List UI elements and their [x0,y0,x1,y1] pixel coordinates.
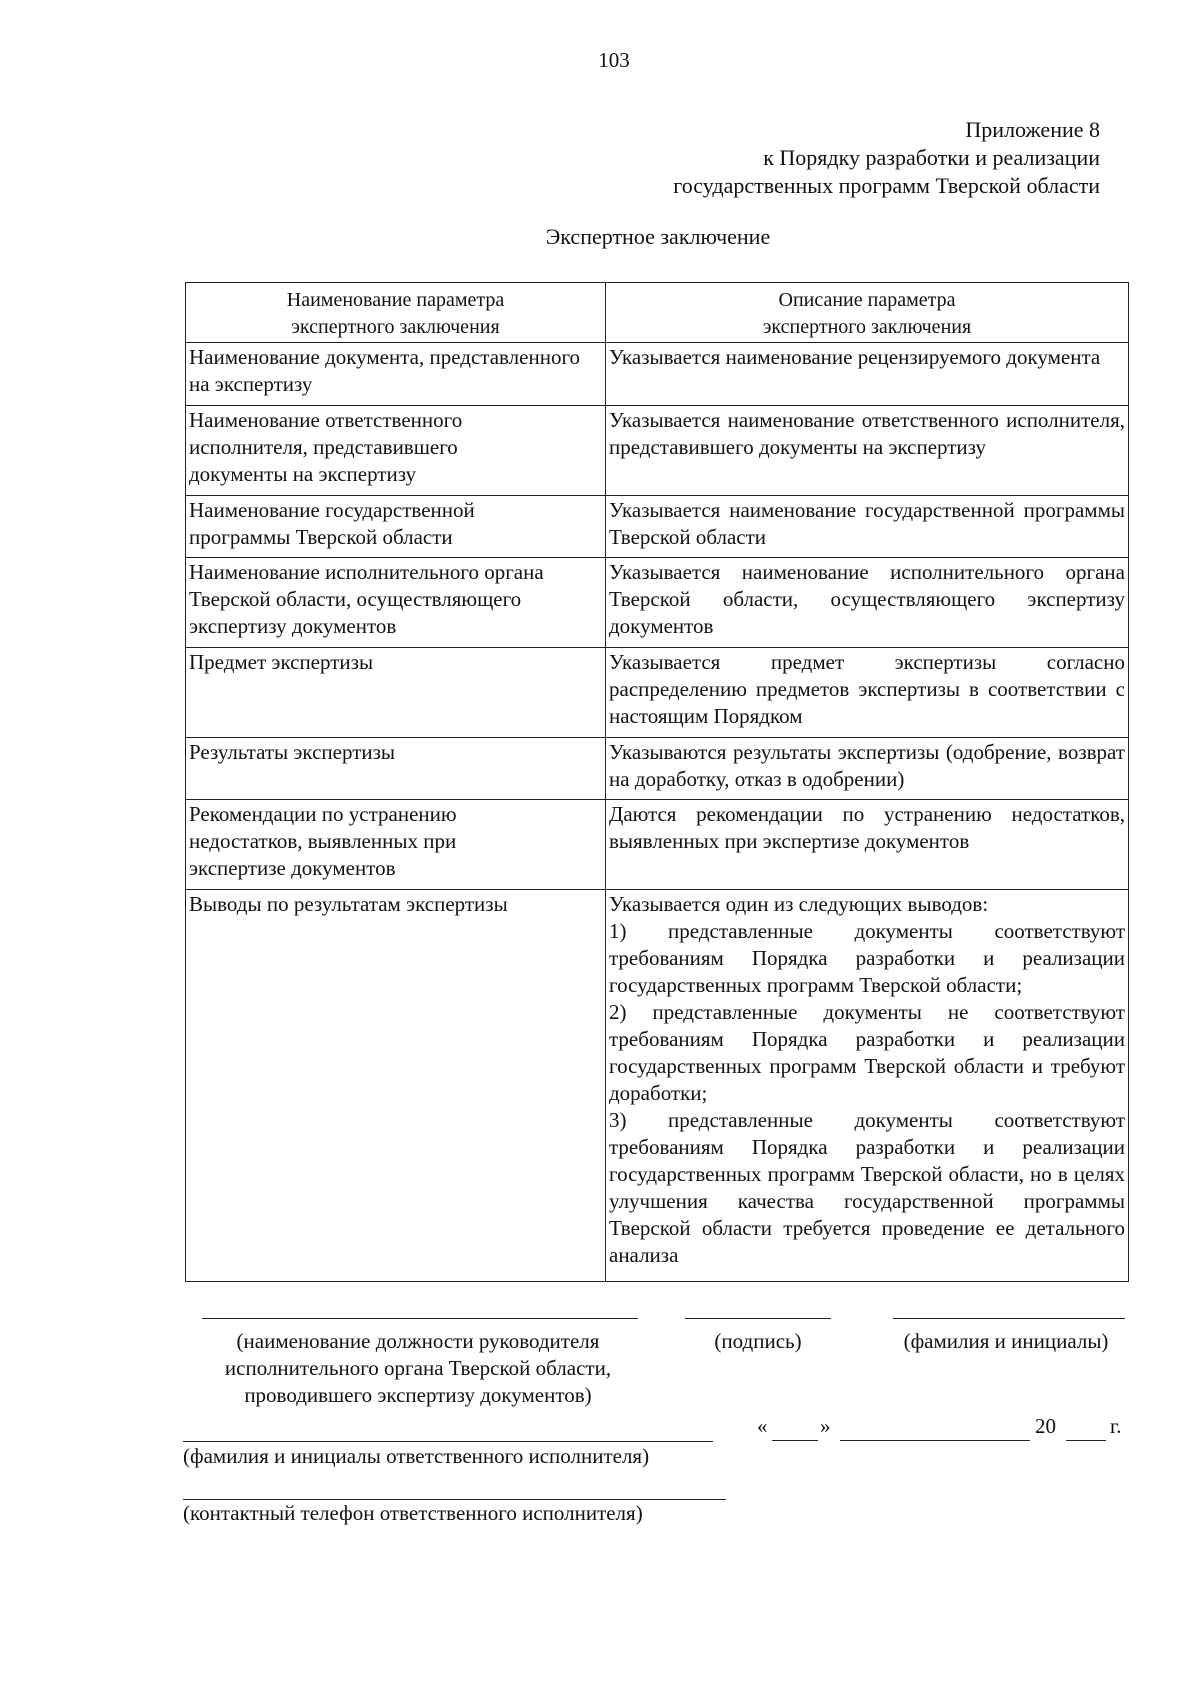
table-cell-param-text: Наименование государственной программы Тверской области [189,498,475,549]
table-row [186,890,1129,1282]
table-cell-param-text: Наименование ответственного исполнителя, представившего документы на экспертизу [189,408,463,486]
phone-caption: (контактный телефон ответственного исполнителя) [183,1501,643,1525]
date-day-line [772,1440,818,1441]
appendix-line-1: Приложение 8 [965,117,1100,142]
position-caption: (наименование должности руководителя исполнительного органа Тверской области, проводившего экспертизу документов) [224,1329,612,1407]
date-open-quote: « [757,1414,768,1438]
table-cell-param: Предмет экспертизы [186,648,606,738]
header-parameter-name [186,283,606,343]
table-cell-param-text: Рекомендации по устранению недостатков, выявленных при экспертизе документов [189,802,457,880]
appendix-header [673,116,1100,200]
parameters-table [185,282,1129,1282]
date-month-line [840,1440,1030,1441]
appendix-line-3: государственных программ Тверской области [673,173,1100,198]
table-cell-param [186,800,606,890]
table-header-row [186,283,1129,343]
table-cell-param [186,406,606,496]
year-prefix: 20 [1035,1414,1056,1438]
table-cell-desc: Указывается наименование ответственного исполнителя, представившего документы на экспертизу [606,406,1129,496]
conclusion-option-1: 1) представленные документы соответствуют требованиям Порядка разработки и реализации государственных программ Тверской области; [609,919,1125,997]
conclusion-option-2: 2) представленные документы не соответствуют требованиям Порядка разработки и реализации государственных программ Тверской области и требуют доработки; [609,1000,1125,1105]
table-cell-param: Выводы по результатам экспертизы [186,890,606,1282]
table-cell-param [186,496,606,558]
document-title: Экспертное заключение [545,224,771,249]
year-suffix: г. [1110,1414,1122,1438]
table-row [186,343,1129,406]
executor-name-line [183,1441,713,1442]
header-parameter-description-text: Описание параметра экспертного заключения [762,289,972,338]
table-cell-desc: Указывается наименование государственной программы Тверской области [606,496,1129,558]
conclusions-intro: Указывается один из следующих выводов: [609,892,989,916]
appendix-line-2: к Порядку разработки и реализации [763,145,1100,170]
table-cell-desc: Указывается наименование исполнительного органа Тверской области, осуществляющего экспертизу документов [606,558,1129,648]
page-number: 103 [598,48,630,72]
executor-caption: (фамилия и инициалы ответственного исполнителя) [183,1444,650,1468]
header-parameter-name-text: Наименование параметра экспертного заключения [286,289,505,338]
table-row [186,496,1129,558]
conclusion-option-3: 3) представленные документы соответствуют требованиям Порядка разработки и реализации государственных программ Тверской области, но в целях улучшения качества государственной программы Тверской области требуется проведение ее детального анализа [609,1108,1125,1267]
header-parameter-description [606,283,1129,343]
table-cell-param: Наименование исполнительного органа Тверской области, осуществляющего экспертизу документов [186,558,606,648]
signature-line [685,1318,831,1319]
table-row [186,648,1129,738]
date-close-quote: » [820,1414,831,1438]
year-line [1066,1440,1106,1441]
table-cell-desc-conclusions [606,890,1129,1282]
table-cell-param: Наименование документа, представленного на экспертизу [186,343,606,406]
table-row [186,406,1129,496]
position-signature-line [202,1318,638,1319]
signature-caption: (подпись) [714,1329,802,1353]
table-row [186,738,1129,800]
table-cell-desc: Указывается предмет экспертизы согласно распределению предметов экспертизы в соответствии с настоящим Порядком [606,648,1129,738]
table-cell-desc: Указываются результаты экспертизы (одобрение, возврат на доработку, отказ в одобрении) [606,738,1129,800]
table-cell-desc: Указывается наименование рецензируемого документа [606,343,1129,406]
name-signature-line [893,1318,1125,1319]
table-row [186,800,1129,890]
name-caption: (фамилия и инициалы) [903,1329,1109,1353]
table-row [186,558,1129,648]
table-cell-param: Результаты экспертизы [186,738,606,800]
table-cell-desc: Даются рекомендации по устранению недостатков, выявленных при экспертизе документов [606,800,1129,890]
